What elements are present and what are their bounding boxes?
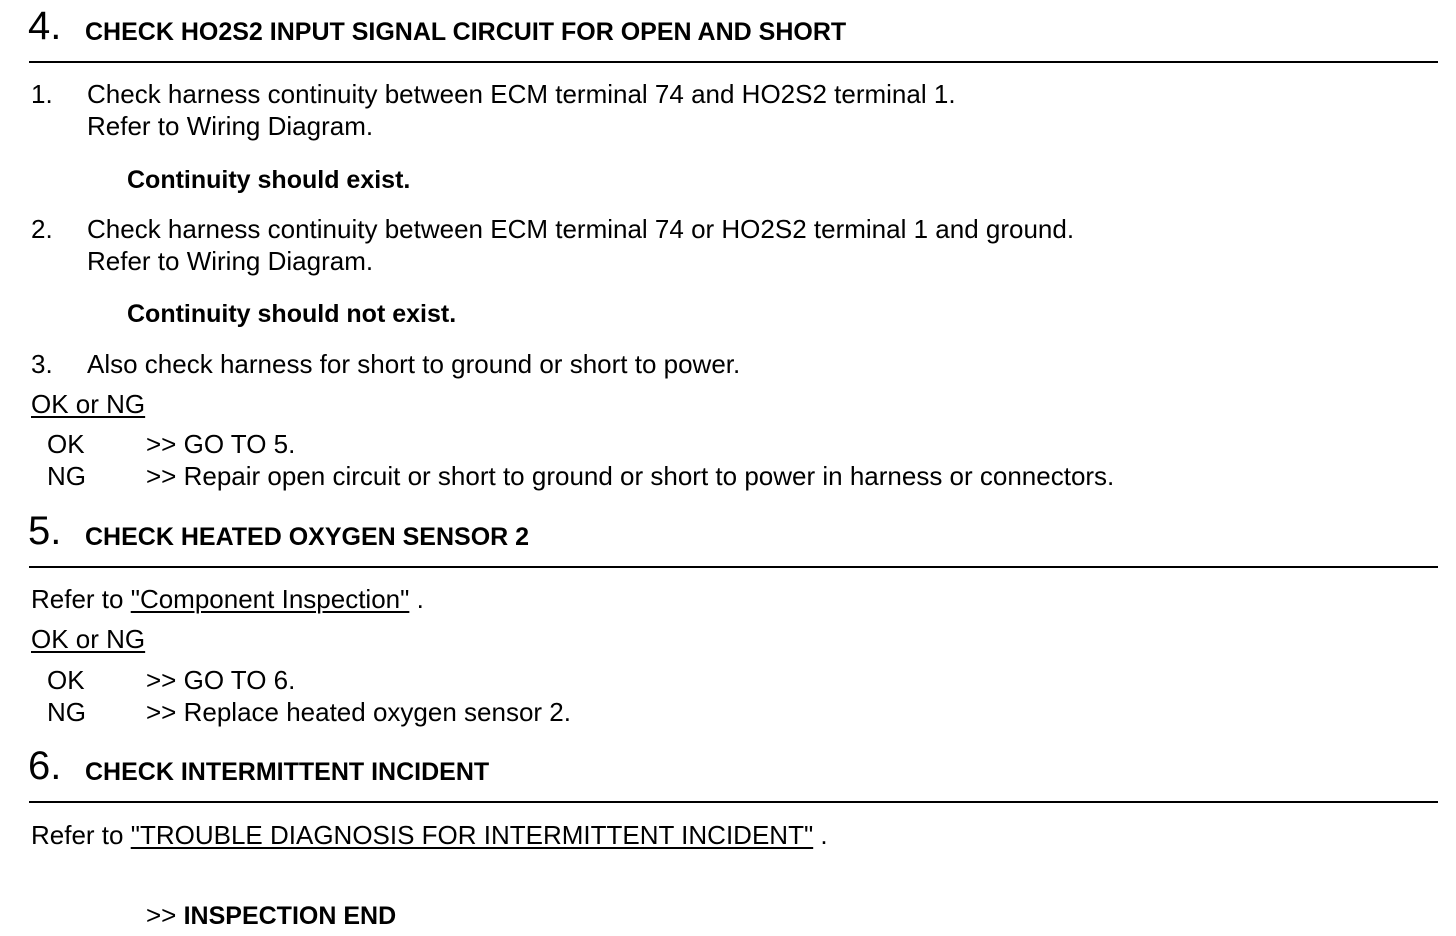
- section-4-divider: [29, 61, 1438, 63]
- intermittent-incident-link[interactable]: "TROUBLE DIAGNOSIS FOR INTERMITTENT INCIDENT": [130, 820, 814, 850]
- section-4-title: CHECK HO2S2 INPUT SIGNAL CIRCUIT FOR OPEN AND SHORT: [85, 18, 847, 46]
- step-1-reference: Refer to Wiring Diagram.: [87, 111, 374, 141]
- section-5-number: 5.: [28, 509, 62, 553]
- section-4-ng-code: NG: [47, 461, 86, 491]
- section-6-title: CHECK INTERMITTENT INCIDENT: [85, 758, 490, 786]
- refer-suffix: .: [813, 820, 828, 850]
- section-4-ok-ng-label: OK or NG: [31, 389, 146, 419]
- section-6-reference: [31, 822, 828, 848]
- section-5-ok-action[interactable]: >> GO TO 6.: [146, 665, 296, 695]
- section-5-title: CHECK HEATED OXYGEN SENSOR 2: [85, 523, 530, 551]
- step-3-number: 3.: [31, 349, 53, 379]
- end-arrow: >>: [146, 900, 184, 930]
- step-2-spec: Continuity should not exist.: [127, 300, 457, 328]
- section-5-divider: [29, 566, 1438, 568]
- section-4-ok-code: OK: [47, 429, 85, 459]
- step-1-number: 1.: [31, 79, 53, 109]
- step-3-text: Also check harness for short to ground or short to power.: [87, 349, 741, 379]
- section-6-divider: [29, 801, 1438, 803]
- refer-prefix: Refer to: [31, 820, 131, 850]
- refer-suffix: .: [409, 584, 424, 614]
- inspection-end: [146, 902, 396, 929]
- section-4-number: 4.: [28, 4, 62, 48]
- section-4-ok-action[interactable]: >> GO TO 5.: [146, 429, 296, 459]
- section-5-ng-code: NG: [47, 697, 86, 727]
- step-1-spec: Continuity should exist.: [127, 166, 411, 194]
- section-6-number: 6.: [28, 744, 62, 788]
- step-2-number: 2.: [31, 214, 53, 244]
- section-5-ok-code: OK: [47, 665, 85, 695]
- step-1-text: Check harness continuity between ECM terminal 74 and HO2S2 terminal 1.: [87, 79, 956, 109]
- component-inspection-link[interactable]: "Component Inspection": [130, 584, 410, 614]
- inspection-end-label: INSPECTION END: [183, 902, 397, 930]
- section-5-ng-action: >> Replace heated oxygen sensor 2.: [146, 697, 571, 727]
- refer-prefix: Refer to: [31, 584, 131, 614]
- section-5-ok-ng-label: OK or NG: [31, 624, 146, 654]
- section-4-ng-action: >> Repair open circuit or short to ground or short to power in harness or connectors.: [146, 461, 1115, 491]
- step-2-text: Check harness continuity between ECM terminal 74 or HO2S2 terminal 1 and ground.: [87, 214, 1075, 244]
- section-5-reference: [31, 586, 424, 612]
- step-2-reference: Refer to Wiring Diagram.: [87, 246, 374, 276]
